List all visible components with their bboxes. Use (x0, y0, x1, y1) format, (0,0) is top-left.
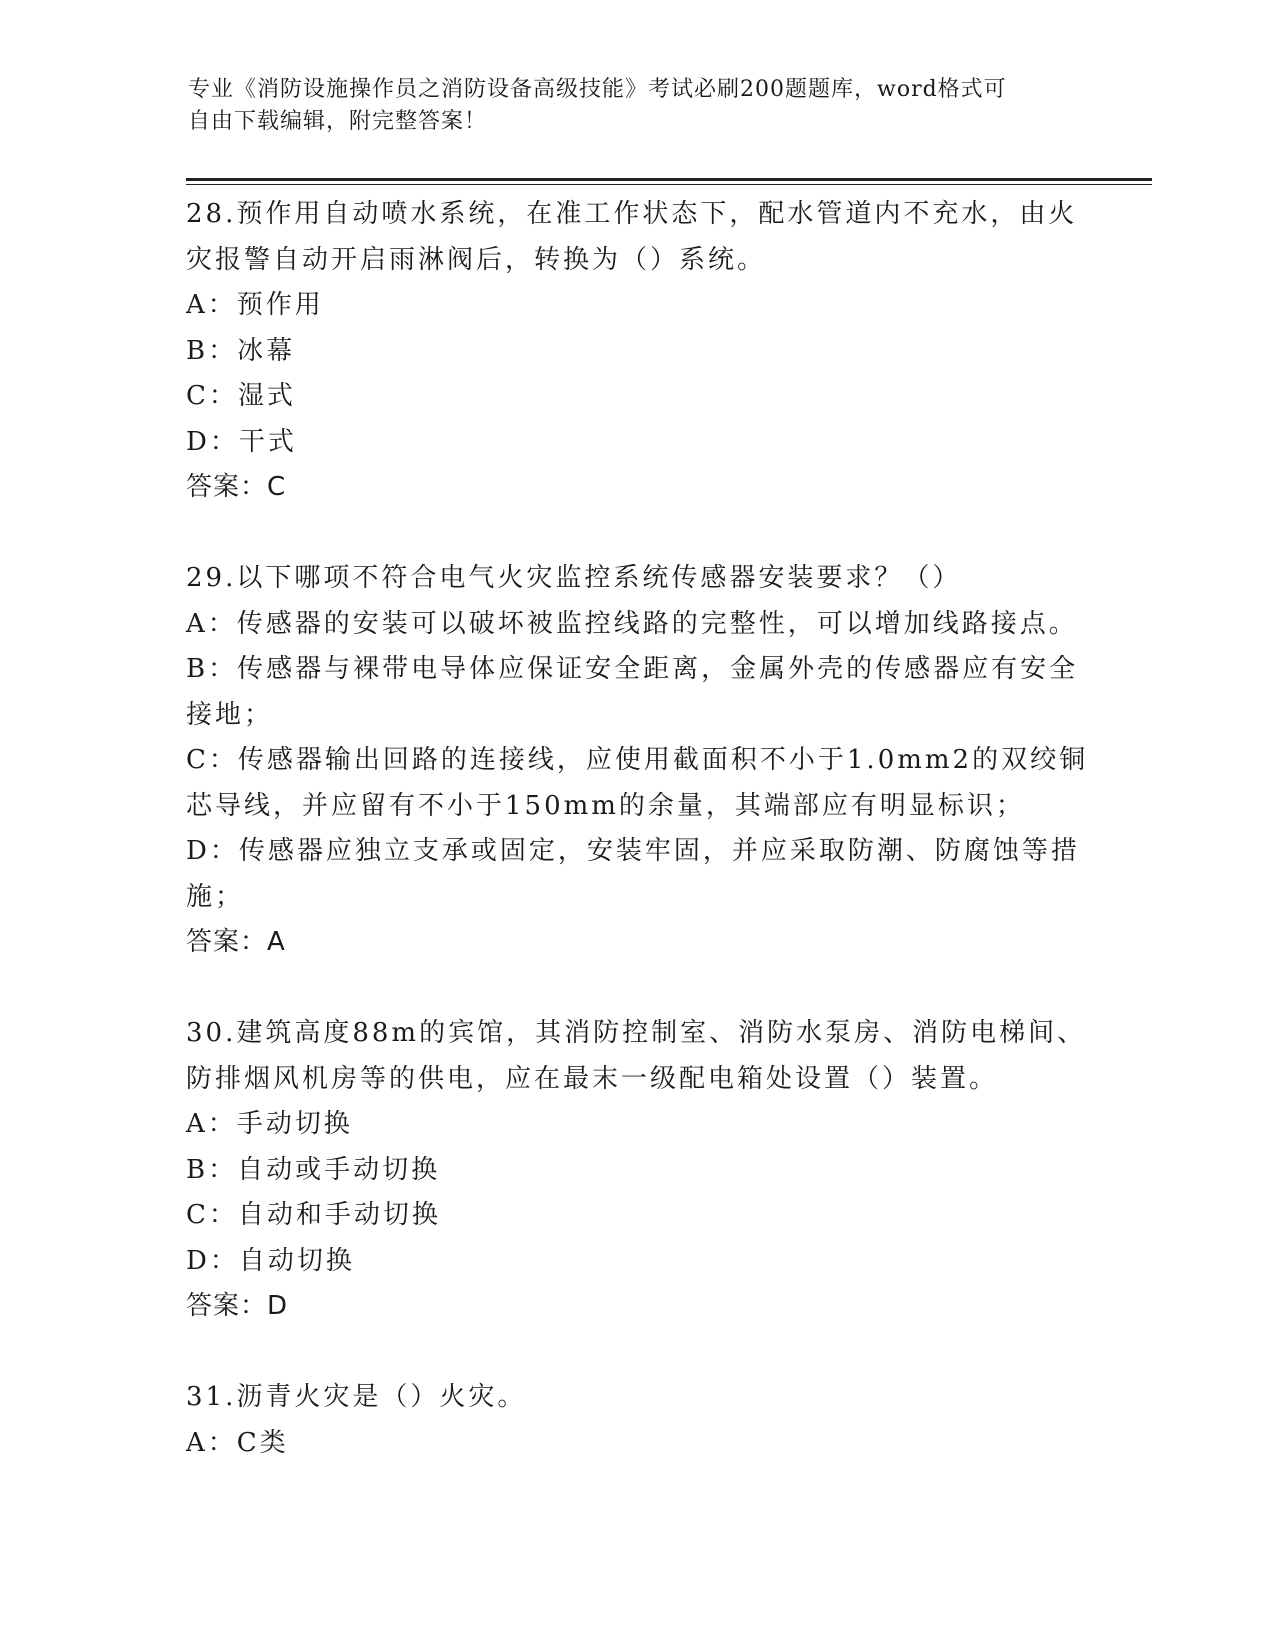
option-b-continued: 接地； (186, 699, 274, 730)
option-c: C：自动和手动切换 (186, 1200, 441, 1230)
spacer (186, 511, 1086, 557)
question-text: 28.预作用自动喷水系统，在准工作状态下，配水管道内不充水，由火 (186, 199, 1078, 229)
question-31 (186, 1375, 1086, 1466)
header-line-2: 自由下载编辑，附完整答案！ (188, 109, 488, 134)
option-b: B：传感器与裸带电导体应保证安全距离，金属外壳的传感器应有安全 (186, 654, 1079, 684)
question-30 (186, 1011, 1086, 1330)
answer: 答案：A (186, 927, 286, 957)
answer: 答案：C (186, 472, 287, 502)
option-b: B：冰幕 (186, 335, 296, 366)
option-a: A：传感器的安装可以破坏被监控线路的完整性，可以增加线路接点。 (186, 608, 1078, 639)
question-29 (186, 556, 1089, 966)
option-a: A：手动切换 (186, 1109, 353, 1139)
option-c: C：传感器输出回路的连接线，应使用截面积不小于1.0mm2的双绞铜 (186, 745, 1089, 775)
option-d-continued: 施； (186, 881, 245, 912)
question-text: 灾报警自动开启雨淋阀后，转换为（）系统。 (186, 244, 767, 275)
option-d: D：自动切换 (186, 1245, 355, 1276)
option-a: A：预作用 (186, 290, 324, 320)
spacer (186, 966, 1086, 1012)
question-list (186, 192, 1089, 1466)
header-divider-thin (186, 184, 1152, 185)
question-text: 29.以下哪项不符合电气火灾监控系统传感器安装要求？（） (186, 563, 962, 593)
question-text: 防排烟风机房等的供电，应在最末一级配电箱处设置（）装置。 (186, 1063, 999, 1094)
question-28 (186, 192, 1086, 511)
option-a: A：C类 (186, 1427, 289, 1458)
option-b: B：自动或手动切换 (186, 1154, 441, 1185)
header-divider-thick (186, 178, 1152, 181)
header-line-1: 专业《消防设施操作员之消防设备高级技能》考试必刷200题题库，word格式可 (188, 77, 1007, 102)
spacer (186, 1330, 1086, 1376)
option-c: C：湿式 (186, 381, 296, 411)
option-d: D：传感器应独立支承或固定，安装牢固，并应采取防潮、防腐蚀等措 (186, 836, 1080, 866)
question-text: 31.沥青火灾是（）火灾。 (186, 1382, 527, 1412)
question-text: 30.建筑高度88m的宾馆，其消防控制室、消防水泵房、消防电梯间、 (186, 1018, 1087, 1048)
answer: 答案：D (186, 1291, 289, 1321)
option-d: D：干式 (186, 426, 297, 457)
document-header (188, 74, 1068, 138)
option-c-continued: 芯导线，并应留有不小于150mm的余量，其端部应有明显标识； (186, 790, 1025, 821)
